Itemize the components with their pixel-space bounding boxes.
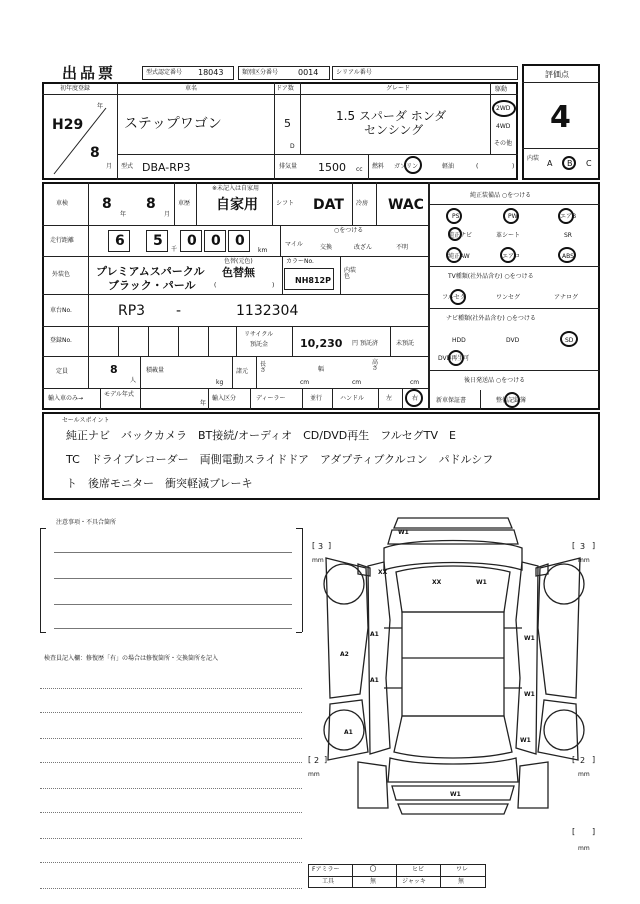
model-year-unit: 年 bbox=[200, 400, 207, 407]
cc-label: 排気量 bbox=[279, 163, 298, 170]
sales-line-2: TC ドライブレコーダー 両側電動スライドドア アダプティブクルコン パドルシフ bbox=[66, 453, 494, 466]
recycle-value: 10,230 bbox=[300, 337, 343, 350]
first-reg-slash bbox=[42, 94, 117, 180]
size-height-unit: cm bbox=[410, 379, 420, 386]
equip-abs: ABS bbox=[562, 253, 574, 260]
mileage-digit-3: 0 bbox=[187, 233, 197, 249]
cc-unit: cc bbox=[356, 166, 363, 173]
tread-rl: 2 bbox=[314, 756, 320, 765]
handle-right: 右 bbox=[412, 395, 419, 402]
mileage-mark-label: ○をつける bbox=[334, 227, 364, 234]
first-reg-year-unit: 年 bbox=[97, 103, 104, 110]
equip-navi: 純正ナビ bbox=[448, 232, 473, 239]
fuel-label: 燃料 bbox=[372, 163, 385, 170]
mark-rear-bumper: W1 bbox=[450, 791, 461, 798]
grade-line1: 1.5 スパーダ ホンダ bbox=[336, 109, 447, 123]
ac-value: WAC bbox=[388, 197, 424, 213]
recycle-unit: 円 bbox=[352, 340, 359, 347]
drive-4wd: 4WD bbox=[496, 123, 511, 130]
color-code: NH812P bbox=[295, 276, 331, 285]
import-parallel: 並行 bbox=[310, 395, 323, 402]
grade-label: グレード bbox=[386, 85, 411, 92]
equip-aw: 純正AW bbox=[448, 253, 470, 260]
import-label: 輸入車のみ→ bbox=[48, 395, 84, 402]
mileage-digit-1: 6 bbox=[115, 233, 125, 249]
bt-r1-c4: ワレ bbox=[456, 866, 469, 873]
diesel-label: 軽油 bbox=[442, 163, 455, 170]
first-reg-year: H29 bbox=[52, 117, 84, 133]
navi-hdd: HDD bbox=[452, 337, 466, 344]
size-length-unit: cm bbox=[300, 379, 310, 386]
recycle-label: 預託金 bbox=[250, 341, 269, 348]
import-dealer: ディーラー bbox=[256, 395, 286, 402]
load-label: 積載量 bbox=[146, 367, 165, 374]
sales-line-1: 純正ナビ バックカメラ BT接続/オーディオ CD/DVD再生 フルセグTV E bbox=[66, 429, 456, 442]
mark-front-door-r: W1 bbox=[524, 635, 535, 642]
doors-label: ドア数 bbox=[276, 85, 294, 92]
mark-rear-door-r: W1 bbox=[524, 691, 535, 698]
tread-rr: 2 bbox=[580, 756, 586, 765]
drive-2wd: 2WD bbox=[496, 105, 511, 112]
shift-label: シフト bbox=[276, 200, 295, 207]
equipment-title: 純正装備品 ○をつける bbox=[470, 192, 532, 199]
class-no-value: 0014 bbox=[298, 68, 319, 77]
color-line1: プレミアムスパークル bbox=[96, 265, 205, 278]
bt-r2-c3: ジャッキ bbox=[402, 878, 426, 885]
model-value: DBA-RP3 bbox=[142, 161, 191, 174]
mileage-digit-2: 5 bbox=[153, 233, 163, 249]
score-value: 4 bbox=[550, 100, 571, 135]
equip-sr: SR bbox=[564, 232, 572, 239]
score-label: 評価点 bbox=[545, 70, 569, 79]
chassis-prefix: RP3 bbox=[118, 303, 146, 319]
tread-fl-open: [ bbox=[312, 541, 316, 550]
form-no-value: 18043 bbox=[198, 68, 224, 77]
model-label: 型式 bbox=[121, 163, 134, 170]
navi-dvd-play: DVD再生可 bbox=[438, 355, 470, 362]
color-code-label: カラーNo. bbox=[286, 258, 314, 265]
tread-fr-unit: mm bbox=[578, 557, 590, 564]
mark-rear-wheel-r: W1 bbox=[520, 737, 531, 744]
later-warranty: 新車保証書 bbox=[436, 397, 467, 404]
handle-right-circle bbox=[405, 389, 423, 407]
fuel-circle bbox=[404, 156, 422, 174]
equip-leather: 革シート bbox=[496, 232, 521, 239]
handle-label: ハンドル bbox=[340, 395, 365, 402]
bt-r2-c2: 無 bbox=[370, 878, 377, 885]
mark-front-door-l: A1 bbox=[370, 631, 379, 638]
inspection-year: 8 bbox=[102, 196, 112, 212]
mileage-label: 走行距離 bbox=[50, 237, 75, 244]
tv-analog: アナログ bbox=[554, 294, 579, 301]
tread-fr: 3 bbox=[580, 542, 586, 551]
chassis-number: 1132304 bbox=[236, 303, 299, 319]
size-label: 諸元 bbox=[236, 368, 249, 375]
tv-fullseg: フルセグ bbox=[442, 294, 466, 301]
color-change-label: 色替(元色) bbox=[224, 258, 253, 265]
mileage-digit-4: 0 bbox=[211, 233, 221, 249]
mark-windshield: XX bbox=[432, 579, 442, 586]
tread-spare-unit: mm bbox=[578, 845, 590, 852]
first-reg-month: 8 bbox=[90, 145, 100, 161]
size-width-unit: cm bbox=[352, 379, 362, 386]
import-type-label: 輸入区分 bbox=[212, 395, 237, 402]
later-title: 後日発送品 ○をつける bbox=[464, 377, 526, 384]
interior-color-label: 内装色 bbox=[344, 267, 357, 280]
shift-value: DAT bbox=[313, 197, 344, 213]
color-change: 色替無 bbox=[222, 266, 255, 279]
color-line2: ブラック・パール bbox=[108, 279, 196, 292]
doors-unit: D bbox=[290, 143, 295, 150]
tread-rr-unit: mm bbox=[578, 771, 590, 778]
mileage-digit-5: 0 bbox=[235, 233, 245, 249]
grade-line2: センシング bbox=[364, 123, 424, 137]
capacity-unit: 人 bbox=[130, 377, 137, 384]
equip-pw: PW bbox=[508, 213, 518, 220]
mark-pillar-l: A2 bbox=[340, 651, 349, 658]
drive-other: その他 bbox=[494, 140, 513, 147]
form-title: 出品票 bbox=[62, 64, 117, 82]
fuel-value: ガソリン bbox=[394, 163, 419, 170]
mileage-tamper: 改ざん bbox=[354, 244, 373, 251]
mileage-thousand: 千 bbox=[171, 246, 178, 253]
reg-no-label: 登録No. bbox=[50, 337, 72, 344]
notes-label: 注意事項・不具合箇所 bbox=[56, 519, 117, 526]
mark-windshield-r: W1 bbox=[476, 579, 487, 586]
model-year-label: モデル年式 bbox=[104, 391, 134, 398]
inspection-label: 車検 bbox=[56, 200, 69, 207]
mark-rear-wheel-l: A1 bbox=[344, 729, 353, 736]
doors-value: 5 bbox=[284, 117, 291, 130]
later-records: 整備記録簿 bbox=[496, 397, 527, 404]
tread-fl-unit: mm bbox=[312, 557, 324, 564]
mileage-unit: km bbox=[258, 247, 268, 254]
inspection-month: 8 bbox=[146, 196, 156, 212]
capacity-value: 8 bbox=[110, 363, 118, 376]
tv-oneseg: ワンセグ bbox=[496, 294, 521, 301]
car-name-label: 車名 bbox=[185, 85, 198, 92]
tread-rl-unit: mm bbox=[308, 771, 320, 778]
interior-label: 内装 bbox=[527, 155, 540, 162]
chassis-dash: - bbox=[176, 303, 182, 319]
interior-a: A bbox=[547, 159, 553, 168]
car-name: ステップワゴン bbox=[124, 116, 222, 132]
serial-label: シリアル番号 bbox=[336, 69, 372, 76]
capacity-label: 定員 bbox=[56, 368, 69, 375]
bt-r1-c1: Fアミラー bbox=[312, 866, 340, 873]
mileage-mile: マイル bbox=[285, 241, 303, 248]
bt-r2-c1: 工具 bbox=[322, 878, 335, 885]
mileage-exchange: 交換 bbox=[320, 244, 333, 251]
navi-dvd: DVD bbox=[506, 337, 520, 344]
drive-2wd-circle bbox=[492, 100, 516, 117]
mark-rear-door-l: A1 bbox=[370, 677, 379, 684]
interior-b: B bbox=[567, 159, 573, 168]
use-value: 自家用 bbox=[216, 197, 258, 213]
navi-title: ナビ種類(社外品含む) ○をつける bbox=[446, 315, 536, 322]
first-reg-label: 初年度登録 bbox=[60, 85, 91, 92]
recycle-label-1: リサイクル bbox=[244, 331, 274, 338]
equip-ps: PS bbox=[452, 213, 460, 220]
equip-aero: エアロ bbox=[502, 253, 521, 260]
sales-points-label: セールスポイント bbox=[62, 417, 110, 424]
inspection-month-unit: 月 bbox=[164, 211, 171, 218]
recycle-not-deposited: 未預託 bbox=[396, 340, 415, 347]
equip-airbag: エアB bbox=[560, 213, 577, 220]
drive-label: 駆動 bbox=[495, 86, 508, 93]
size-length: 長さ bbox=[260, 361, 267, 374]
use-label: 車歴 bbox=[178, 200, 191, 207]
load-unit: kg bbox=[216, 379, 224, 386]
class-no-label: 類別区分番号 bbox=[242, 69, 279, 76]
mark-hood: XX bbox=[378, 569, 388, 576]
interior-b-circle bbox=[562, 156, 576, 170]
first-reg-month-unit: 月 bbox=[106, 163, 113, 170]
use-note: ※未記入は自家用 bbox=[212, 185, 260, 192]
tv-title: TV種類(社外品含む) ○をつける bbox=[448, 273, 534, 280]
chassis-label: 車台No. bbox=[50, 307, 72, 314]
car-diagram bbox=[300, 508, 610, 868]
sales-line-3: ト 後席モニター 衝突軽減ブレーキ bbox=[66, 477, 253, 490]
recycle-deposited: 預託済 bbox=[360, 340, 379, 347]
interior-c: C bbox=[586, 159, 592, 168]
mileage-unknown: 不明 bbox=[396, 244, 409, 251]
navi-sd: SD bbox=[565, 337, 574, 344]
form-no-label: 型式認定番号 bbox=[146, 69, 183, 76]
tread-fl: 3 bbox=[318, 542, 324, 551]
color-label: 外装色 bbox=[52, 271, 71, 278]
size-height: 高さ bbox=[372, 359, 379, 372]
mark-bumper: W1 bbox=[398, 529, 409, 536]
inspector-label: 検査員記入欄：修復歴「有」の場合は修復箇所・交換箇所を記入 bbox=[44, 655, 219, 662]
ac-label: 冷房 bbox=[356, 200, 369, 207]
size-width: 幅 bbox=[318, 366, 325, 373]
bt-r2-c4: 無 bbox=[458, 878, 465, 885]
bt-r1-c2: 〇 bbox=[370, 866, 377, 873]
bt-r1-c3: ヒビ bbox=[412, 866, 425, 873]
handle-left: 左 bbox=[386, 395, 393, 402]
inspection-year-unit: 年 bbox=[120, 211, 127, 218]
cc-value: 1500 bbox=[318, 161, 346, 174]
